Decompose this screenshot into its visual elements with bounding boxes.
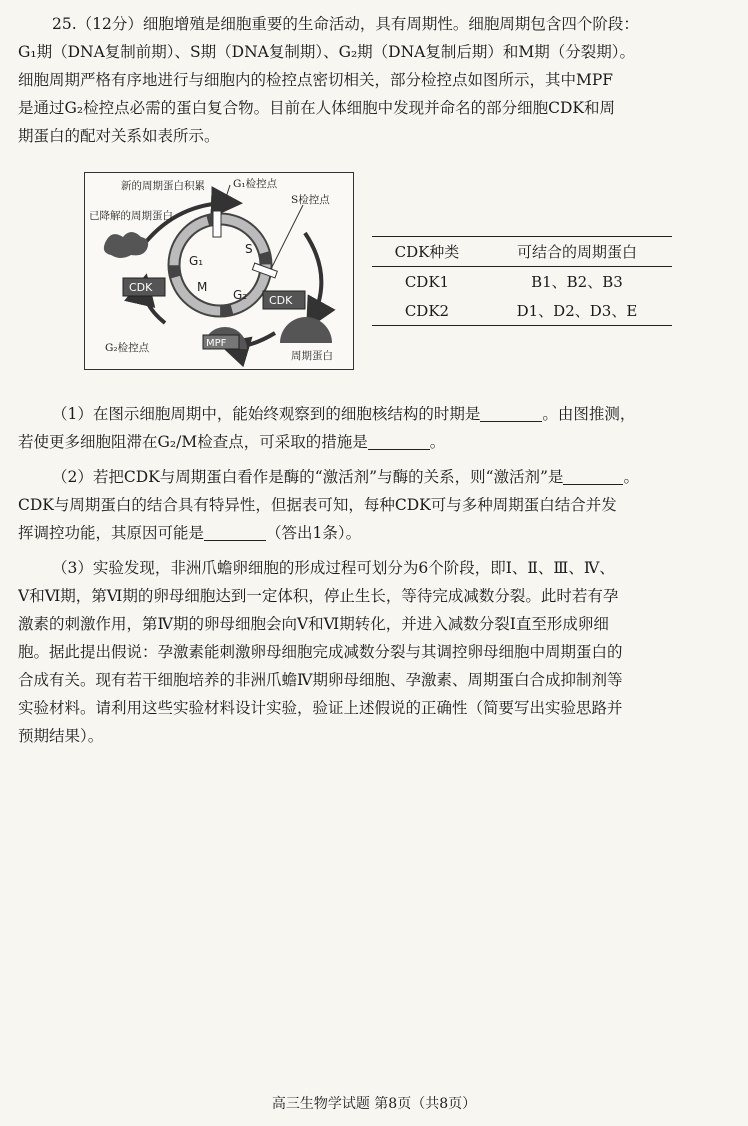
table-cell: B1、B2、B3	[531, 273, 623, 291]
sub-question-1	[18, 400, 730, 456]
phase-g1-label: G₁	[189, 254, 204, 268]
phase-m-label: M	[197, 280, 208, 294]
degraded-cyclin-label: 已降解的周期蛋白	[89, 210, 173, 222]
intro-line-1: 25.（12分）细胞增殖是细胞重要的生命活动，具有周期性。细胞周期包含四个阶段：	[52, 15, 639, 33]
cdk-right-label: CDK	[269, 294, 293, 307]
sub2-text-c: 挥调控功能，其原因可能是	[18, 524, 205, 542]
g2-checkpoint-label: G₂检控点	[105, 342, 150, 354]
sub3-line-4: 胞。据此提出假说：孕激素能刺激卵母细胞完成减数分裂与其调控卵母细胞中周期蛋白的	[18, 643, 623, 661]
new-cyclin-label: 新的周期蛋白积累	[121, 180, 205, 192]
sub3-line-5: 合成有关。现有若干细胞培养的非洲爪蟾Ⅳ期卵母细胞、孕激素、周期蛋白合成抑制剂等	[18, 671, 623, 689]
sub3-line-1: （3）实验发现，非洲爪蟾卵细胞的形成过程可划分为6个阶段，即Ⅰ、Ⅱ、Ⅲ、Ⅳ、	[52, 559, 615, 577]
mpf-label: MPF	[206, 338, 227, 349]
answer-blank[interactable]	[368, 434, 430, 451]
s-leader	[271, 205, 303, 269]
cdk-cyclin-table	[372, 236, 672, 326]
sub3-line-2: Ⅴ和Ⅵ期，第Ⅵ期的卵母细胞达到一定体积，停止生长，等待完成减数分裂。此时若有孕	[18, 587, 619, 605]
intro-line-2: G₁期（DNA复制前期）、S期（DNA复制期）、G₂期（DNA复制后期）和M期（分裂期）。	[18, 43, 635, 61]
question-intro	[18, 10, 730, 150]
sub3-line-7: 预期结果）。	[18, 727, 104, 745]
sub2-line-3	[18, 519, 730, 547]
s-checkpoint-label: S检控点	[291, 194, 330, 206]
table-row	[372, 296, 672, 326]
answer-blank[interactable]	[480, 406, 542, 423]
table-row	[372, 267, 672, 297]
sub1-text-c: 若使更多细胞阻滞在G₂/M检查点，可采取的措施是	[18, 433, 368, 451]
sub2-line-1	[18, 463, 730, 491]
g1-checkpoint-label: G₁检控点	[233, 178, 278, 190]
sub3-line-3: 激素的刺激作用，第Ⅳ期的卵母细胞会向Ⅴ和Ⅵ期转化，并进入减数分裂Ⅰ直至形成卵细	[18, 615, 609, 633]
intro-line-4: 是通过G₂检控点必需的蛋白复合物。目前在人体细胞中发现并命名的部分细胞CDK和周	[18, 99, 615, 117]
arrow-right	[305, 233, 321, 323]
sub1-text-a: （1）在图示细胞周期中，能始终观察到的细胞核结构的时期是	[52, 405, 481, 423]
sub2-text-b: 。	[623, 468, 639, 486]
table-header-row	[372, 237, 672, 267]
sub2-text-a: （2）若把CDK与周期蛋白看作是酶的“激活剂”与酶的关系，则“激活剂”是	[52, 468, 564, 486]
table-cell: CDK2	[372, 296, 482, 326]
sub3-line-6: 实验材料。请利用这些实验材料设计实验，验证上述假说的正确性（简要写出实验思路并	[18, 699, 623, 717]
degraded-cyclin-shape	[104, 232, 148, 258]
cdk-left-label: CDK	[129, 281, 153, 294]
phase-g2-label: G₂	[233, 288, 248, 302]
table-cell: D1、D2、D3、E	[482, 296, 672, 326]
answer-blank[interactable]	[563, 469, 623, 486]
sub2-text-d: （答出1条）。	[266, 524, 362, 542]
sub2-line-2: CDK与周期蛋白的结合具有特异性，但据表可知，每种CDK可与多种周期蛋白结合并发	[18, 496, 617, 514]
sub1-text-d: 。	[429, 433, 446, 451]
intro-line-5: 期蛋白的配对关系如表所示。	[18, 127, 220, 145]
cyclin-shape	[280, 317, 332, 343]
intro-line-3: 细胞周期严格有序地进行与细胞内的检控点密切相关，部分检控点如图所示，其中MPF	[18, 71, 614, 89]
cell-cycle-checkpoint-diagram	[84, 172, 354, 370]
sub1-line-2	[18, 428, 730, 456]
table-cell: CDK1	[404, 272, 450, 291]
sub-question-3	[18, 554, 730, 750]
sub-question-2	[18, 463, 730, 547]
page-footer: 高三生物学试题 第8页（共8页）	[271, 1096, 477, 1112]
table-header-cell: 可结合的周期蛋白	[482, 237, 672, 267]
g1-leader	[221, 185, 230, 213]
g1-checkpoint-bar	[213, 211, 221, 237]
sub1-text-b: 。由图推测，	[542, 405, 636, 423]
phase-s-label: S	[245, 242, 253, 256]
cell-cycle-svg	[85, 173, 353, 369]
sub1-line-1	[18, 400, 730, 428]
answer-blank[interactable]	[204, 525, 266, 542]
cyclin-label: 周期蛋白	[291, 350, 333, 362]
table-header-cell: CDK种类	[372, 237, 482, 267]
